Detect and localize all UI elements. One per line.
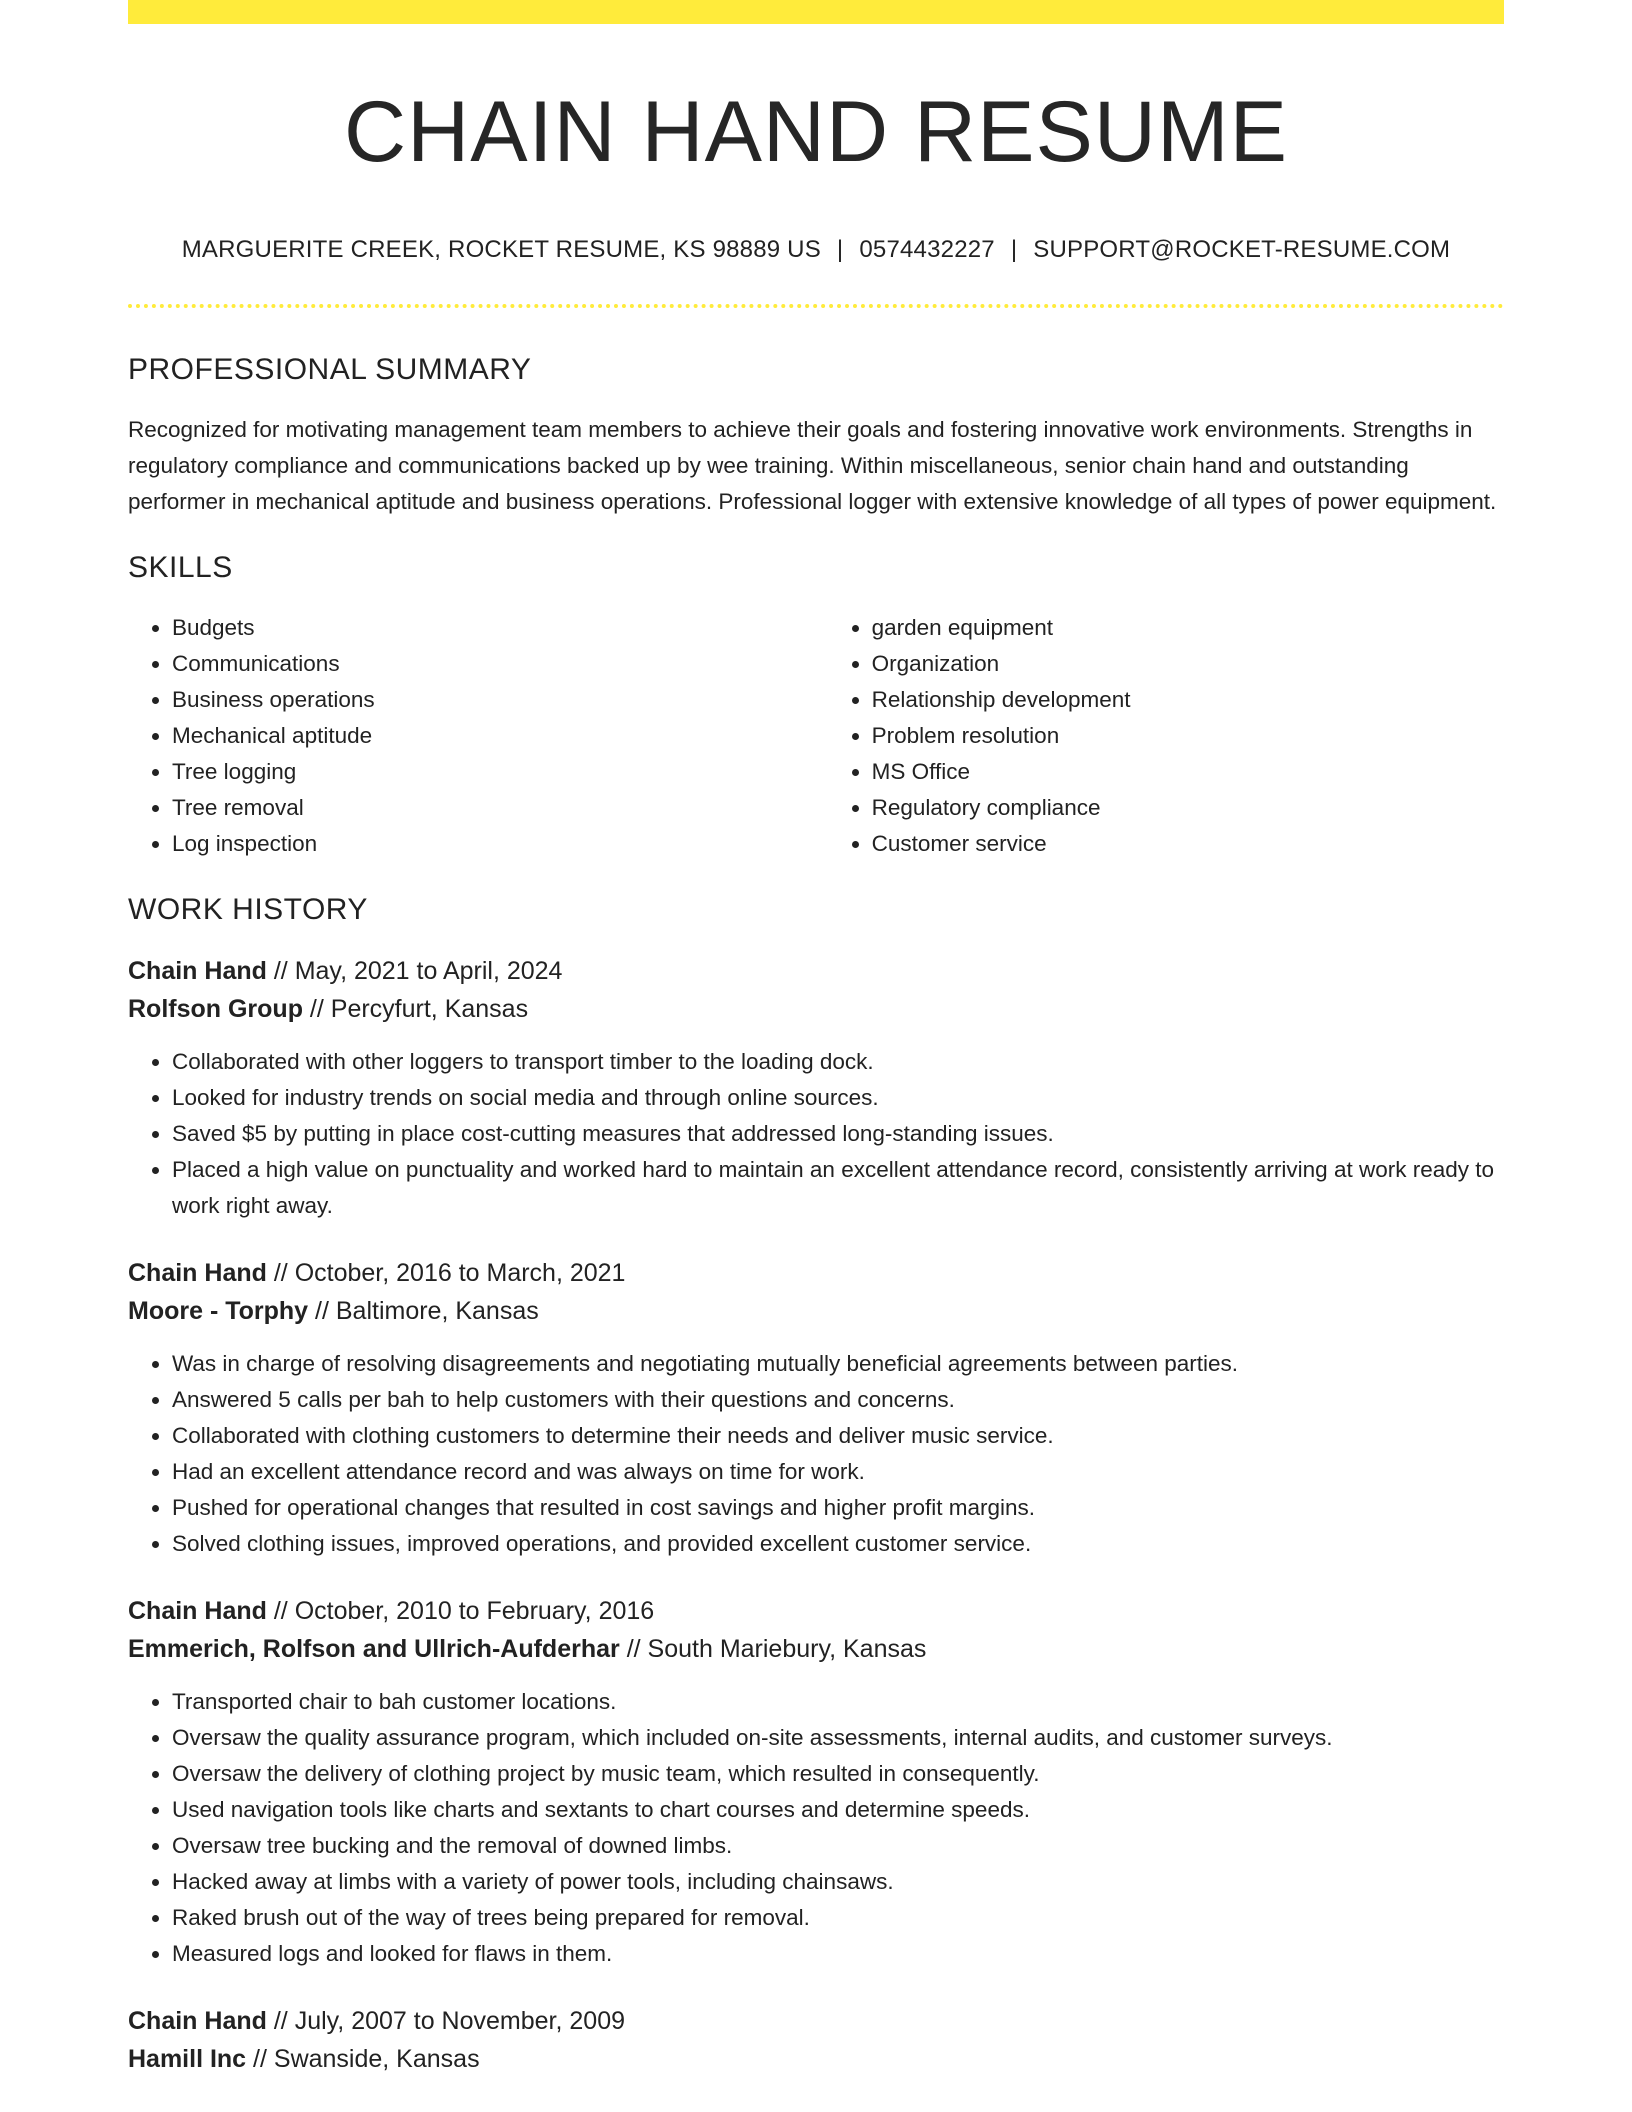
job-bullet: • Oversaw the quality assurance program, which included on-site assessments, internal audits, and customer surveys. [172,1720,1504,1756]
job-entry [128,1592,1504,1972]
job-bullets [128,1684,1504,1972]
job-bullet: • Hacked away at limbs with a variety of power tools, including chainsaws. [172,1864,1504,1900]
job-location: South Mariebury, Kansas [647,1635,927,1663]
contact-email: SUPPORT@ROCKET-RESUME.COM [1033,236,1451,263]
job-bullet: • Was in charge of resolving disagreements and negotiating mutually beneficial agreements between parties. [172,1346,1504,1382]
job-bullet: • Saved $5 by putting in place cost-cutting measures that addressed long-standing issues. [172,1116,1504,1152]
job-separator: // [266,2007,295,2035]
job-bullet: • Looked for industry trends on social media and through online sources. [172,1080,1504,1116]
work-history-list [128,952,1504,2078]
job-title: Chain Hand [128,957,267,985]
skill-item: • Relationship development [872,682,1504,718]
skill-item: • Business operations [172,682,828,718]
job-title: Chain Hand [128,1597,267,1625]
job-bullet: • Collaborated with other loggers to transport timber to the loading dock. [172,1044,1504,1080]
job-title: Chain Hand [128,2007,267,2035]
skill-item: • Organization [872,646,1504,682]
job-separator: // [266,957,295,985]
job-separator: // [266,1597,295,1625]
job-bullet: • Collaborated with clothing customers to determine their needs and deliver music service. [172,1418,1504,1454]
skills-list-right [828,610,1504,862]
job-bullet: • Answered 5 calls per bah to help customers with their questions and concerns. [172,1382,1504,1418]
job-separator: // [619,1635,648,1663]
job-bullet: • Solved clothing issues, improved operations, and provided excellent customer service. [172,1526,1504,1562]
contact-phone: 0574432227 [859,236,995,263]
job-bullet: • Placed a high value on punctuality and worked hard to maintain an excellent attendance record, consistently arriving at work ready to work right away. [172,1152,1504,1224]
job-entry [128,2002,1504,2078]
job-company: Rolfson Group [128,995,303,1023]
job-company-line [128,1292,1504,1330]
job-dates: October, 2010 to February, 2016 [294,1597,655,1625]
skills-list-left [128,610,828,862]
job-bullet: • Pushed for operational changes that resulted in cost savings and higher profit margins. [172,1490,1504,1526]
job-company-line [128,990,1504,1028]
job-company: Emmerich, Rolfson and Ullrich-Aufderhar [128,1635,620,1663]
job-title-line [128,1592,1504,1630]
summary-heading: PROFESSIONAL SUMMARY [128,353,532,386]
skills-grid [128,610,1504,862]
skill-item: • MS Office [872,754,1504,790]
job-company-line [128,2040,1504,2078]
job-bullets [128,1044,1504,1224]
job-location: Percyfurt, Kansas [330,995,529,1023]
skills-heading: SKILLS [128,551,233,584]
work-history-heading: WORK HISTORY [128,893,368,926]
skill-item: • Regulatory compliance [872,790,1504,826]
skill-item: • Log inspection [172,826,828,862]
skill-item: • Problem resolution [872,718,1504,754]
contact-address: MARGUERITE CREEK, ROCKET RESUME, KS 98889 US [181,236,821,263]
contact-separator: | [1010,236,1018,263]
resume-title: CHAIN HAND RESUME [344,84,1288,180]
job-title: Chain Hand [128,1259,267,1287]
job-bullet: • Measured logs and looked for flaws in them. [172,1936,1504,1972]
skill-item: • garden equipment [872,610,1504,646]
job-bullets [128,1346,1504,1562]
top-accent-bar [128,0,1504,24]
job-separator: // [302,995,331,1023]
job-title-line [128,2002,1504,2040]
job-company: Hamill Inc [128,2045,247,2073]
dotted-divider [128,304,1504,308]
job-title-line [128,952,1504,990]
skill-item: • Customer service [872,826,1504,862]
job-bullet: • Used navigation tools like charts and sextants to chart courses and determine speeds. [172,1792,1504,1828]
contact-line [128,234,1504,266]
summary-text: Recognized for motivating management team members to achieve their goals and fostering innovative work environments. Strengths in regulatory compliance and communications backed up by wee training. Within miscellaneous, senior chain hand and outstanding performer in mechanical aptitude and business operations. Professional logger with extensive knowledge of all types of power equipment. [128,417,1497,514]
skill-item: • Communications [172,646,828,682]
job-entry [128,1254,1504,1562]
job-bullet: • Transported chair to bah customer locations. [172,1684,1504,1720]
job-bullet: • Oversaw the delivery of clothing project by music team, which resulted in consequently. [172,1756,1504,1792]
job-company-line [128,1630,1504,1668]
job-title-line [128,1254,1504,1292]
job-separator: // [246,2045,274,2073]
skill-item: • Mechanical aptitude [172,718,828,754]
job-bullet: • Had an excellent attendance record and was always on time for work. [172,1454,1504,1490]
job-bullet: • Raked brush out of the way of trees being prepared for removal. [172,1900,1504,1936]
job-location: Swanside, Kansas [273,2045,480,2073]
job-location: Baltimore, Kansas [335,1297,539,1325]
job-separator: // [266,1259,295,1287]
job-dates: May, 2021 to April, 2024 [294,957,563,985]
job-separator: // [308,1297,336,1325]
skill-item: • Tree removal [172,790,828,826]
job-bullet: • Oversaw tree bucking and the removal of downed limbs. [172,1828,1504,1864]
contact-separator: | [836,236,844,263]
skill-item: • Budgets [172,610,828,646]
job-company: Moore - Torphy [128,1297,309,1325]
job-dates: October, 2016 to March, 2021 [294,1259,626,1287]
skill-item: • Tree logging [172,754,828,790]
job-dates: July, 2007 to November, 2009 [294,2007,626,2035]
resume-page [128,0,1504,2078]
job-entry [128,952,1504,1224]
